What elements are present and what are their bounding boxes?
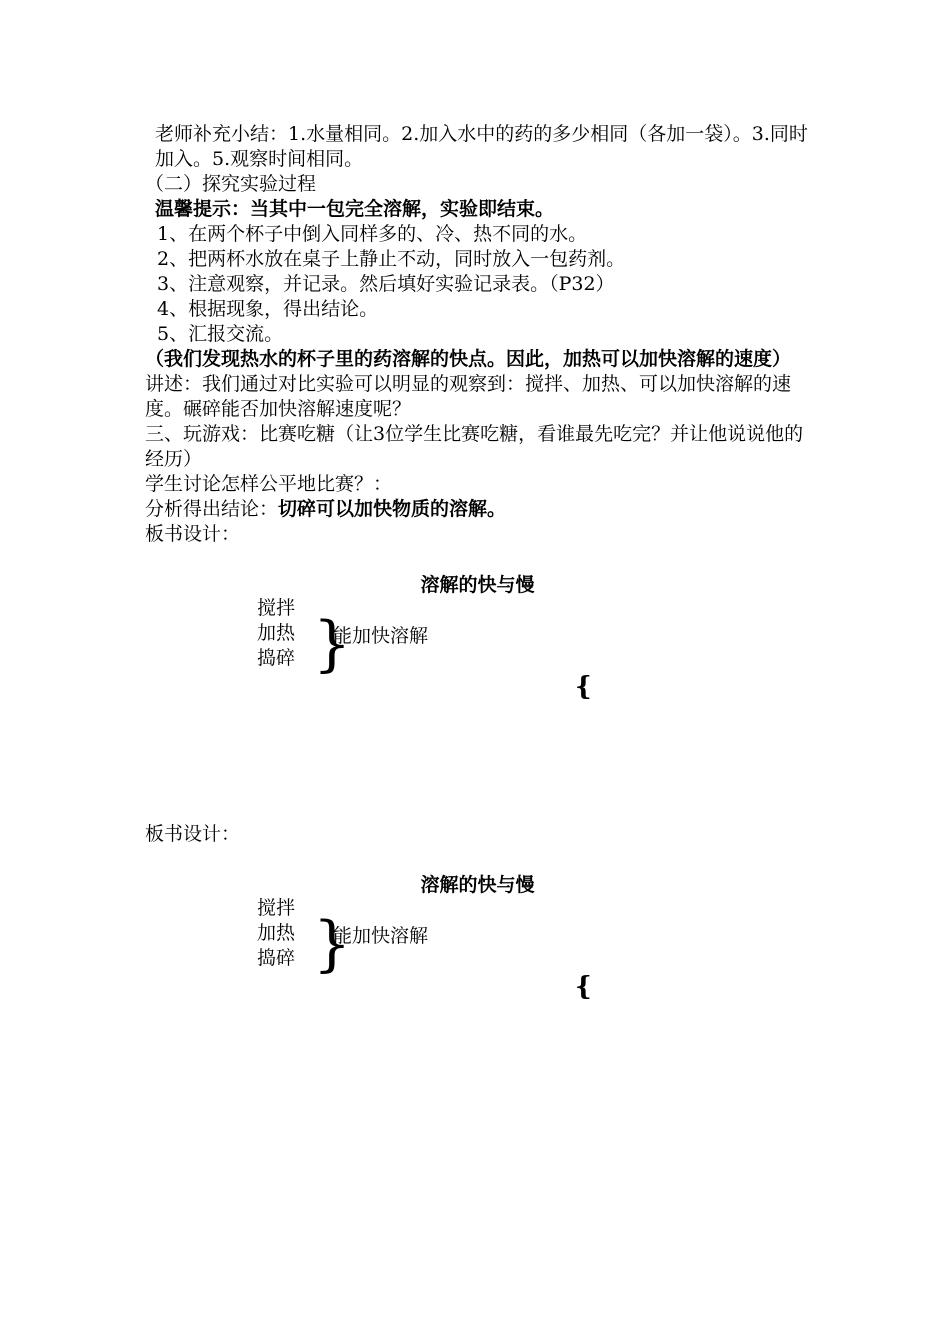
board-design-2	[145, 870, 810, 1020]
step-5: 5、汇报交流。	[157, 323, 284, 345]
board-label-1: 板书设计：	[145, 523, 241, 545]
board-items	[257, 596, 295, 671]
stray-brace-mark: {	[575, 972, 592, 1002]
tip-text: 温馨提示：当其中一包完全溶解，实验即结束。	[155, 198, 555, 220]
summary-paragraph: 老师补充小结：1.水量相同。2.加入水中的药的多少相同（各加一袋）。3.同时加入。5.观察时间相同。	[155, 123, 808, 170]
stray-brace-mark: {	[575, 672, 592, 702]
board-label-2: 板书设计：	[145, 823, 241, 845]
board-result: 能加快溶解	[333, 625, 429, 647]
document-page	[145, 122, 810, 1002]
step-2: 2、把两杯水放在桌子上静止不动，同时放入一包药剂。	[157, 248, 626, 270]
finding-text: （我们发现热水的杯子里的药溶解的快点。因此，加热可以加快溶解的速度）	[145, 348, 792, 370]
conclusion-label: 分析得出结论：	[145, 498, 279, 520]
step-1: 1、在两个杯子中倒入同样多的、冷、热不同的水。	[157, 223, 588, 245]
board-title: 溶解的快与慢	[420, 574, 535, 596]
board-item-heat: 加热	[257, 622, 296, 644]
section-heading: （二）探究实验过程	[145, 173, 317, 195]
board-design-1	[145, 570, 810, 720]
board-item-crush: 捣碎	[257, 947, 296, 969]
conclusion-line	[145, 497, 810, 522]
board-items	[257, 896, 295, 971]
step-3: 3、注意观察，并记录。然后填好实验记录表。（P32）	[157, 273, 615, 295]
right-brace: }	[313, 909, 352, 979]
game-text: 三、玩游戏：比赛吃糖（让3位学生比赛吃糖，看谁最先吃完？并让他说说他的经历）	[145, 423, 804, 470]
board-item-heat: 加热	[257, 922, 296, 944]
conclusion-text: 切碎可以加快物质的溶解。	[278, 498, 507, 520]
board-item-crush: 捣碎	[257, 647, 296, 669]
discussion-text: 学生讨论怎样公平地比赛？：	[145, 473, 393, 495]
right-brace: }	[313, 609, 352, 679]
board-result: 能加快溶解	[333, 925, 429, 947]
board-item-stir: 搅拌	[257, 597, 296, 619]
board-item-stir: 搅拌	[257, 897, 296, 919]
narration-text: 讲述：我们通过对比实验可以明显的观察到：搅拌、加热、可以加快溶解的速度。碾碎能否加快溶解速度呢？	[145, 373, 792, 420]
step-4: 4、根据现象，得出结论。	[157, 298, 379, 320]
board-title: 溶解的快与慢	[420, 874, 535, 896]
